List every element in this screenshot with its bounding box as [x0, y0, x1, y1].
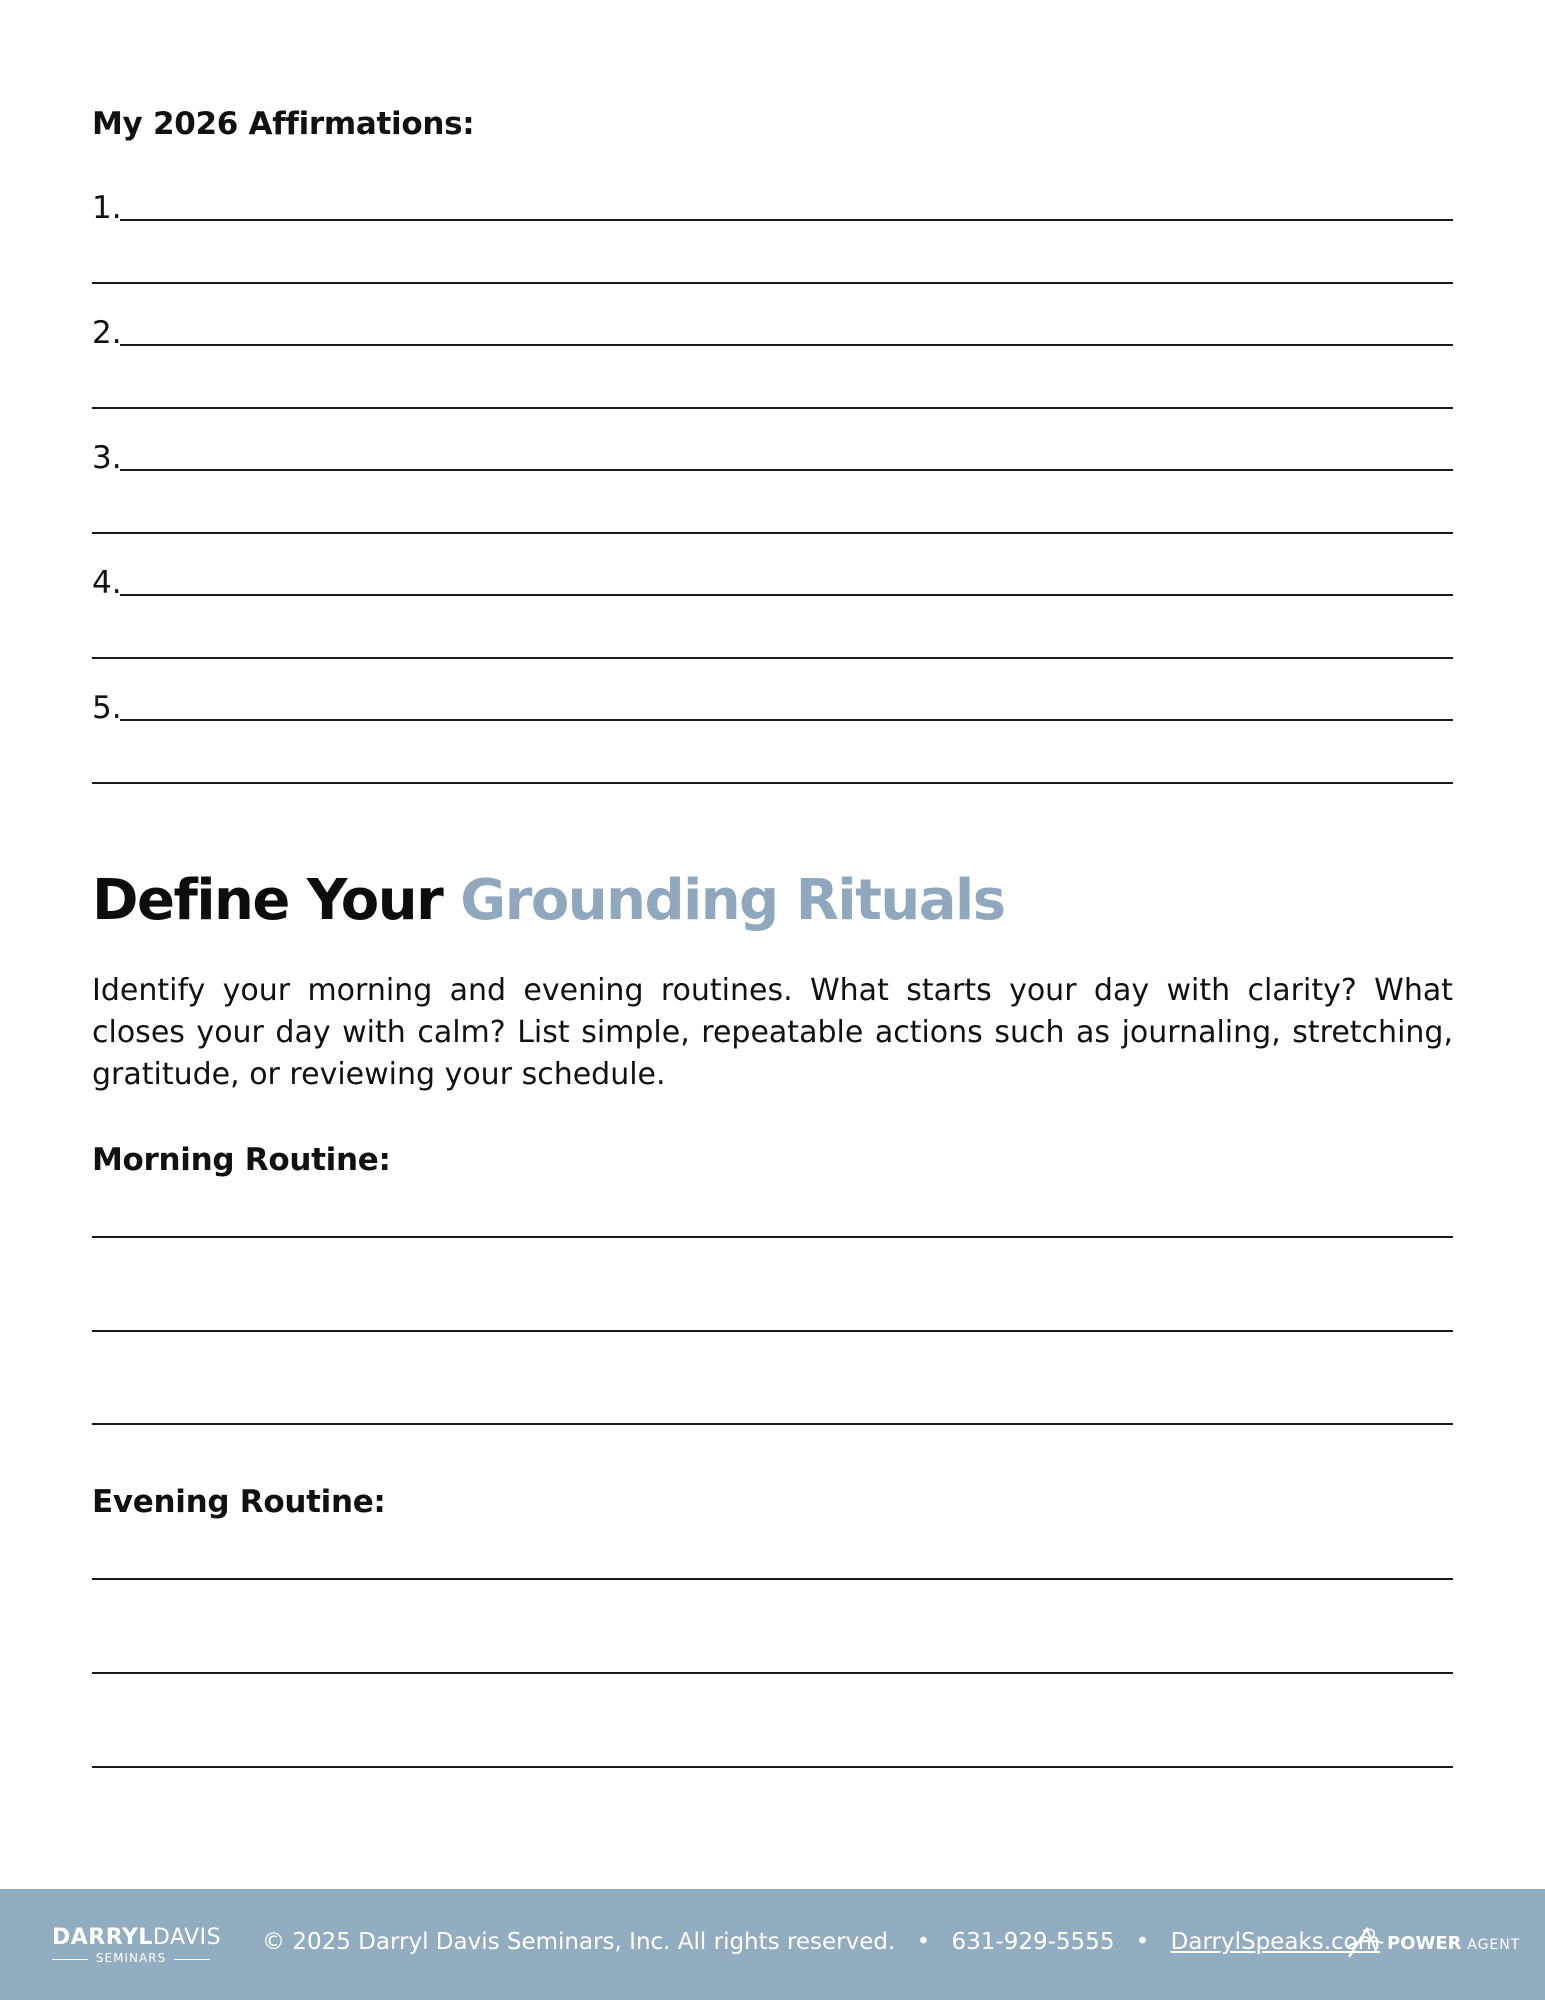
affirmation-4-line-1[interactable]	[120, 594, 1453, 596]
separator-bullet: •	[1135, 1929, 1150, 1955]
website-link[interactable]: DarrylSpeaks.com	[1170, 1929, 1381, 1955]
morning-line-2[interactable]	[92, 1330, 1453, 1332]
evening-line-2[interactable]	[92, 1672, 1453, 1674]
power-agent-mark-icon	[1345, 1923, 1385, 1961]
morning-line-3[interactable]	[92, 1423, 1453, 1425]
footer-contact-line	[262, 1929, 1380, 1955]
evening-line-3[interactable]	[92, 1766, 1453, 1768]
heading-accent-part: Grounding Rituals	[460, 868, 1005, 933]
affirmation-4-line-2[interactable]	[92, 657, 1453, 659]
phone-number: 631-929-5555	[951, 1929, 1115, 1955]
logo-left-light: DAVIS	[152, 1925, 222, 1950]
affirmation-5-line-1[interactable]	[120, 719, 1453, 721]
affirmation-number-3: 3.	[92, 440, 122, 476]
affirmation-1-line-1[interactable]	[120, 219, 1453, 221]
copyright-text: © 2025 Darryl Davis Seminars, Inc. All rights reserved.	[262, 1929, 896, 1955]
affirmation-number-2: 2.	[92, 315, 122, 351]
affirmation-1-line-2[interactable]	[92, 282, 1453, 284]
morning-line-1[interactable]	[92, 1236, 1453, 1238]
affirmation-5-line-2[interactable]	[92, 782, 1453, 784]
affirmation-3-line-2[interactable]	[92, 532, 1453, 534]
affirmation-number-5: 5.	[92, 690, 122, 726]
footer-bar	[0, 1889, 1545, 2000]
heading-dark-part: Define Your	[92, 868, 443, 933]
logo-right-light: AGENT	[1467, 1937, 1521, 1953]
affirmation-number-4: 4.	[92, 565, 122, 601]
affirmation-2-line-1[interactable]	[120, 344, 1453, 346]
power-agent-logo	[1345, 1923, 1521, 1963]
logo-left-subtitle: SEMINARS	[52, 1951, 210, 1965]
evening-routine-label: Evening Routine:	[92, 1484, 386, 1520]
affirmation-3-line-1[interactable]	[120, 469, 1453, 471]
separator-bullet: •	[916, 1929, 931, 1955]
evening-line-1[interactable]	[92, 1578, 1453, 1580]
darryl-davis-logo	[52, 1925, 222, 1965]
logo-right-bold: POWER	[1387, 1933, 1462, 1954]
logo-left-bold: DARRYL	[52, 1925, 153, 1950]
morning-routine-label: Morning Routine:	[92, 1142, 391, 1178]
affirmations-title: My 2026 Affirmations:	[92, 106, 475, 142]
affirmation-number-1: 1.	[92, 190, 122, 226]
section-heading	[92, 868, 1005, 933]
affirmation-2-line-2[interactable]	[92, 407, 1453, 409]
rituals-instructions: Identify your morning and evening routines. What starts your day with clarity? What closes your day with calm? List simple, repeatable actions such as journaling, stretching, gratitude, or reviewing your schedule.	[92, 973, 1453, 1092]
